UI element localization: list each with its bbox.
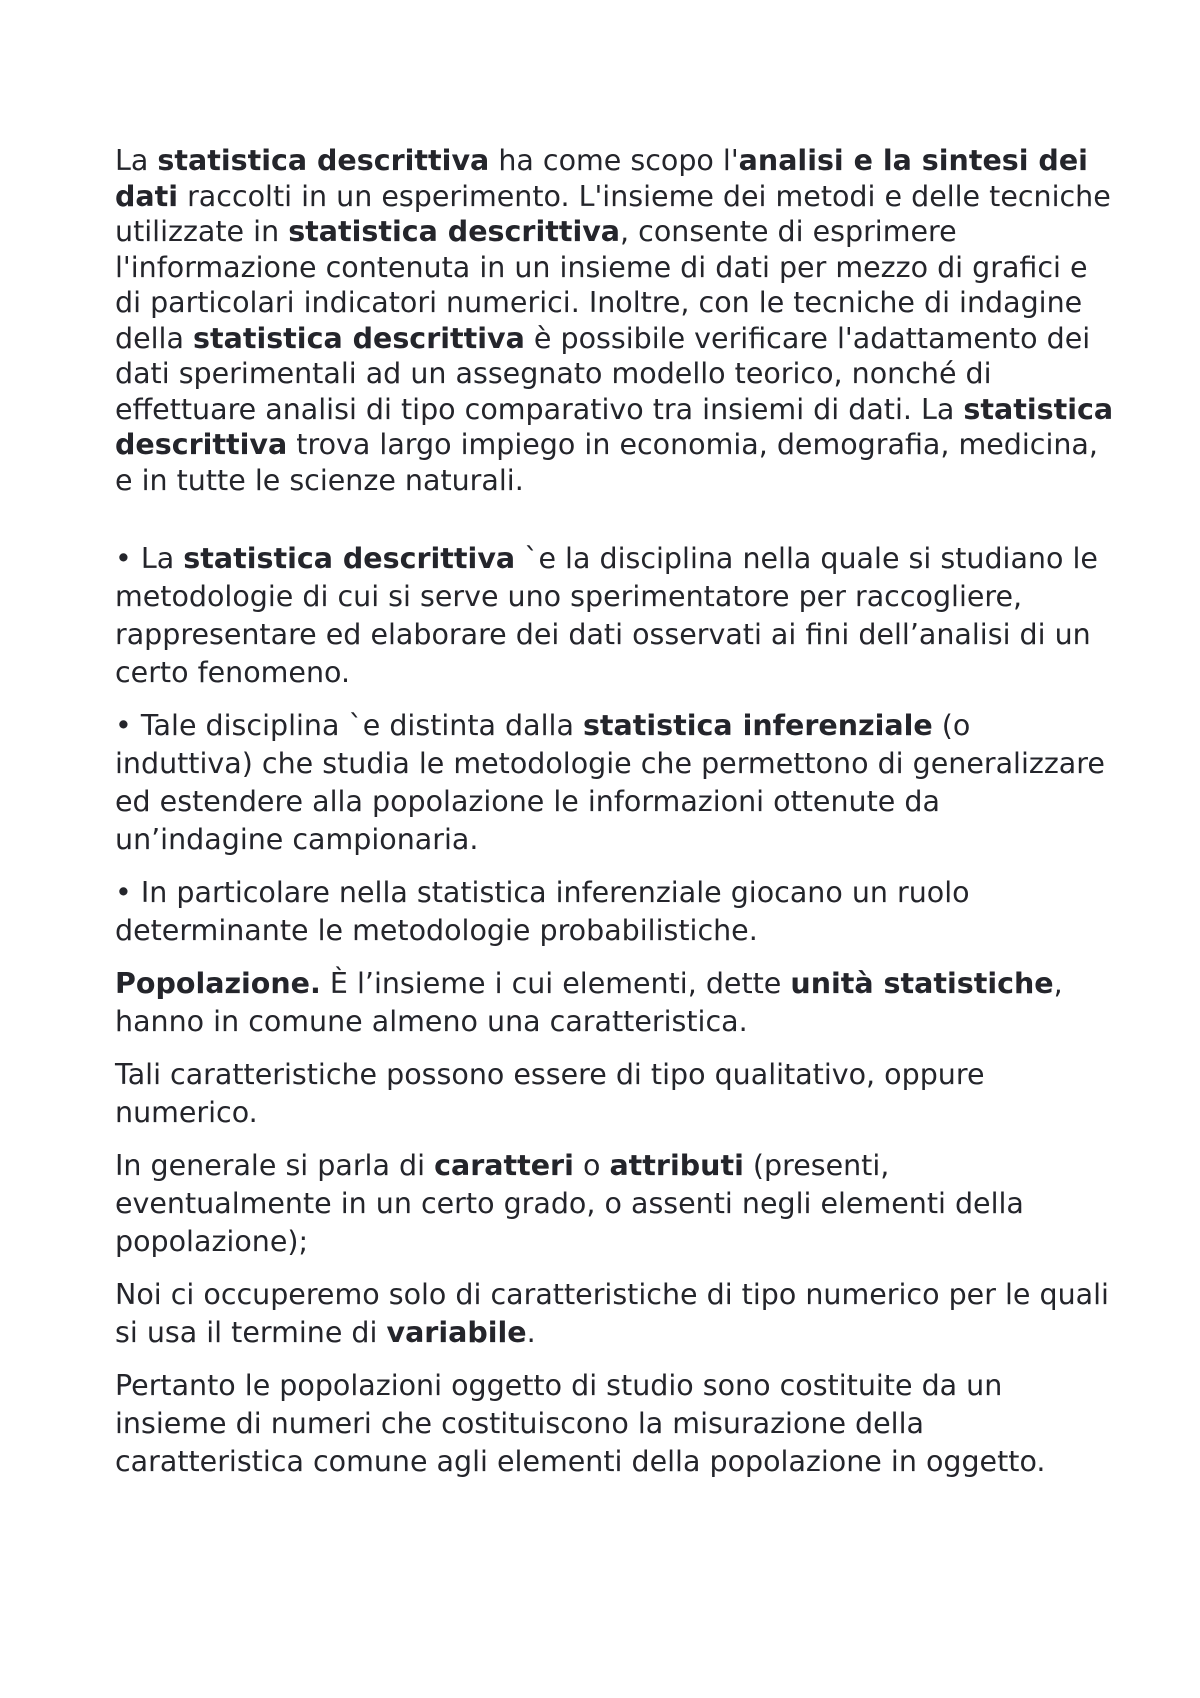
text-run: , consente di esprimere l'informazione contenuta in un insieme di dati per mezzo di grafici e di particolari indicatori numerici. Inoltre, con le tecniche di indagine della	[115, 215, 1088, 355]
bullet-item	[115, 707, 1115, 859]
text-run: • In particolare nella statistica inferenziale giocano un ruolo determinante le metodologie probabilistiche.	[115, 876, 970, 947]
bold-term: statistica descrittiva	[193, 321, 525, 355]
noi-paragraph	[115, 1276, 1115, 1352]
definition-term: Popolazione.	[115, 967, 321, 1000]
text-run: È l’insieme i cui elementi, dette	[320, 967, 791, 1000]
bold-term: attributi	[609, 1149, 744, 1182]
intro-paragraph	[115, 143, 1115, 498]
text-run: trova largo impiego in economia, demografia, medicina, e in tutte le scienze naturali.	[115, 428, 1098, 497]
definitions-section	[115, 965, 1115, 1481]
text-run: (o induttiva) che studia le metodologie che permettono di generalizzare ed estendere alla popolazione le informazioni ottenute da un’indagine campionaria.	[115, 709, 1105, 856]
bullet-item	[115, 540, 1115, 692]
text-run: Noi ci occuperemo solo di caratteristiche di tipo numerico per le quali si usa il termine di	[115, 1278, 1109, 1349]
text-run: o	[573, 1149, 610, 1182]
text-run: (presenti, eventualmente in un certo grado, o assenti negli elementi della popolazione);	[115, 1149, 1024, 1258]
bold-term: statistica inferenziale	[582, 709, 933, 742]
text-run: è possibile verificare l'adattamento dei dati sperimentali ad un assegnato modello teorico, nonché di effettuare analisi di tipo comparativo tra insiemi di dati. La	[115, 321, 1091, 426]
text-run: La	[115, 144, 158, 177]
bold-term: unità statistiche	[790, 967, 1054, 1000]
text-run: • Tale disciplina `e distinta dalla	[115, 709, 583, 742]
text-run: Tali caratteristiche possono essere di tipo qualitativo, oppure numerico.	[115, 1058, 985, 1129]
text-run: • La	[115, 542, 184, 575]
bold-term: analisi e la sintesi dei dati	[115, 144, 1088, 213]
tali-paragraph	[115, 1056, 1115, 1132]
bold-term: variabile	[386, 1316, 527, 1349]
bullet-list	[115, 540, 1115, 950]
text-run: , hanno in comune almeno una caratteristica.	[115, 967, 1063, 1038]
popolazione-paragraph	[115, 965, 1115, 1041]
document-body	[115, 143, 1115, 1496]
text-run: In generale si parla di	[115, 1149, 435, 1182]
bold-term: statistica descrittiva	[157, 144, 490, 177]
pertanto-paragraph	[115, 1367, 1115, 1481]
bold-term: statistica descrittiva	[183, 542, 516, 575]
text-run: .	[526, 1316, 536, 1349]
text-run: ha come scopo l'	[489, 144, 739, 177]
bullet-item	[115, 874, 1115, 950]
generale-paragraph	[115, 1147, 1115, 1261]
bold-term: statistica descrittiva	[288, 215, 621, 248]
text-run: raccolti in un esperimento. L'insieme dei metodi e delle tecniche utilizzate in	[115, 179, 1111, 248]
bold-term: caratteri	[434, 1149, 574, 1182]
text-run: `e la disciplina nella quale si studiano le metodologie di cui si serve uno sperimentatore per raccogliere, rappresentare ed elaborare dei dati osservati ai fini dell’analisi di un certo fenomeno.	[115, 542, 1098, 689]
text-run: Pertanto le popolazioni oggetto di studio sono costituite da un insieme di numeri che costituiscono la misurazione della caratteristica comune agli elementi della popolazione in oggetto.	[115, 1369, 1046, 1478]
bold-term: statistica descrittiva	[115, 392, 1114, 461]
